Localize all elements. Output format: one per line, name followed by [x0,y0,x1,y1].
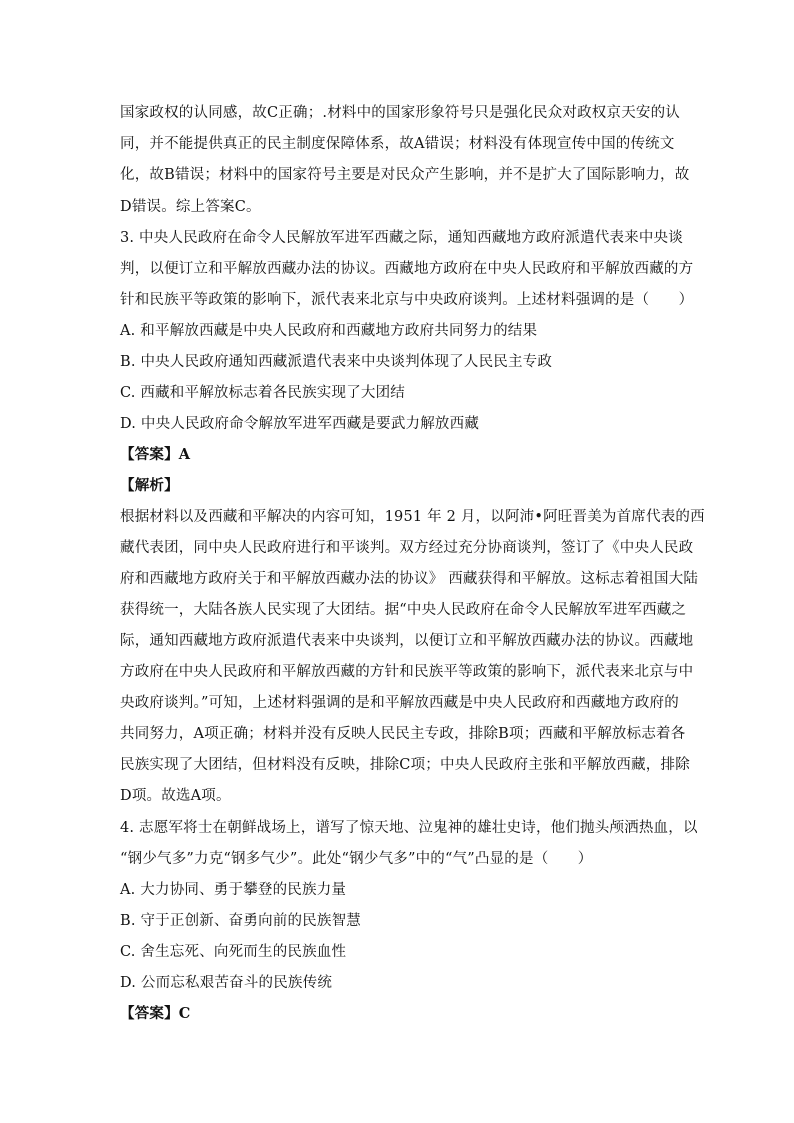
question-4-option-b: B. 守于正创新、奋勇向前的民族智慧 [120,913,361,929]
question-4-stem: “钢少气多”力克“钢多气少”。此处“钢少气多”中的“气”凸显的是（ ） [120,851,593,867]
analysis-line: 获得统一，大陆各族人民实现了大团结。据“中央人民政府在命令人民解放军进军西藏之 [120,602,687,618]
question-3-stem: 判，以便订立和平解放西藏办法的协议。西藏地方政府在中央人民政府和平解放西藏的方 [120,261,694,277]
question-3-option-a: A. 和平解放西藏是中央人民政府和西藏地方政府共同努力的结果 [120,323,538,339]
analysis-line: 府和西藏地方政府关于和平解放西藏办法的协议》 西藏获得和平解放。这标志着祖国大陆 [120,571,699,587]
analysis-line: D项。故选A项。 [120,788,231,804]
analysis-line: 民族实现了大团结，但材料没有反映，排除C项；中央人民政府主张和平解放西藏，排除 [120,757,690,773]
question-4-stem: 4. 志愿军将士在朝鲜战场上，谱写了惊天地、泣鬼神的雄壮史诗，他们抛头颅洒热血，以 [120,820,698,836]
question-3-option-b: B. 中央人民政府通知西藏派遣代表来中央谈判体现了人民民主专政 [120,354,553,370]
text-line: D错误。综上答案C。 [120,199,261,215]
analysis-line: 央政府谈判。”可知，上述材料强调的是和平解放西藏是中央人民政府和西藏地方政府的 [120,695,679,711]
text-line: 国家政权的认同感，故C正确；.材料中的国家形象符号只是强化民众对政权京天安的认 [120,105,681,121]
text-line: 化，故B错误；材料中的国家符号主要是对民众产生影响，并不是扩大了国际影响力，故 [120,167,690,183]
analysis-line: 藏代表团，同中央人民政府进行和平谈判。双方经过充分协商谈判，签订了《中央人民政 [120,540,694,556]
question-3-stem: 针和民族平等政策的影响下，派代表来北京与中央政府谈判。上述材料强调的是（ ） [120,292,694,308]
text-line: 同，并不能提供真正的民主制度保障体系，故A错误；材料没有体现宣传中国的传统文 [120,136,675,152]
question-4-option-a: A. 大力协同、勇于攀登的民族力量 [120,882,347,898]
question-3-answer: 【答案】A [120,446,191,463]
analysis-line: 方政府在中央人民政府和平解放西藏的方针和民族平等政策的影响下，派代表来北京与中 [120,664,694,680]
question-3-analysis-heading: 【解析】 [120,477,179,494]
analysis-line: 根据材料以及西藏和平解决的内容可知，1951 年 2 月，以阿沛•阿旺晋美为首席代表的西 [120,509,705,525]
question-4-option-d: D. 公而忘私艰苦奋斗的民族传统 [120,975,333,991]
analysis-line: 际，通知西藏地方政府派遣代表来中央谈判，以便订立和平解放西藏办法的协议。西藏地 [120,633,694,649]
question-3-stem: 3. 中央人民政府在命令人民解放军进军西藏之际，通知西藏地方政府派遣代表来中央谈 [120,230,683,246]
question-4-answer: 【答案】C [120,1005,191,1022]
question-3-option-c: C. 西藏和平解放标志着各民族实现了大团结 [120,385,405,401]
question-4-option-c: C. 舍生忘死、向死而生的民族血性 [120,944,347,960]
question-3-option-d: D. 中央人民政府命令解放军进军西藏是要武力解放西藏 [120,416,480,432]
analysis-line: 共同努力，A项正确；材料并没有反映人民民主专政，排除B项；西藏和平解放标志着各 [120,726,686,742]
